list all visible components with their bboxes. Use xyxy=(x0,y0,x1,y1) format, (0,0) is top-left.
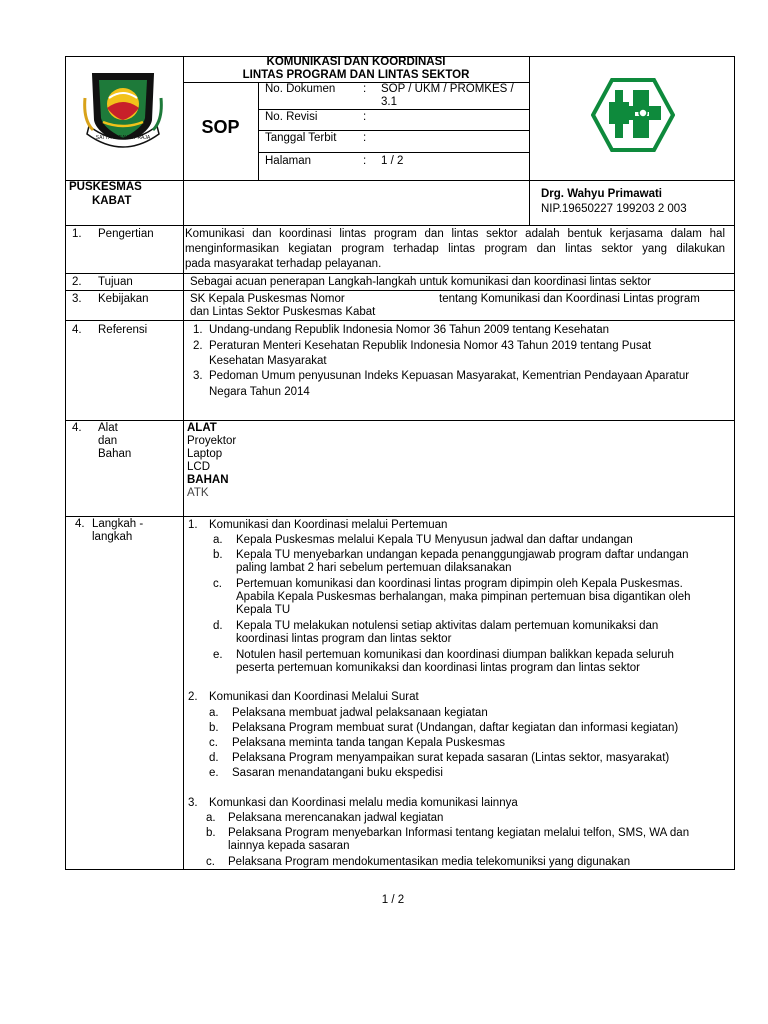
langkah-group-2-title: Komunikasi dan Koordinasi Melalui Surat xyxy=(209,691,419,703)
field-label-tanggal-terbit: Tanggal Terbit xyxy=(265,132,337,144)
field-label-no-dokumen: No. Dokumen xyxy=(265,83,336,95)
langkah-1c-text-line-1: Pertemuan komunikasi dan koordinasi lintas program dipimpin oleh Kepala Puskesmas. xyxy=(236,578,683,590)
tujuan-label: Tujuan xyxy=(98,276,133,288)
referensi-item-1-text: Undang-undang Republik Indonesia Nomor 36 Tahun 2009 tentang Kesehatan xyxy=(209,324,610,336)
langkah-1a-text: Kepala Puskesmas melalui Kepala TU Menyusun jadwal dan daftar undangan xyxy=(236,534,633,546)
header-bottom xyxy=(65,180,735,181)
langkah-2e-key: e. xyxy=(209,767,219,779)
field-label-halaman: Halaman xyxy=(265,155,312,167)
document-title-line-1: KOMUNIKASI DAN KOORDINASI xyxy=(266,56,446,68)
referensi-item-1-number: 1. xyxy=(193,324,203,336)
langkah-2b-text: Pelaksana Program membuat surat (Undangan, daftar kegiatan dan informasi kegiatan) xyxy=(232,722,679,734)
row-line-pengertian xyxy=(65,225,735,226)
langkah-1b-key: b. xyxy=(213,549,223,561)
langkah-2d-text: Pelaksana Program menyampaikan surat kepada sasaran (Lintas sektor, masyarakat) xyxy=(232,752,670,764)
langkah-1d-key: d. xyxy=(213,620,223,632)
langkah-group-3-title: Komunkasi dan Koordinasi melalu media komunikasi lainnya xyxy=(209,797,518,809)
field-value-no-dokumen-line-2: 3.1 xyxy=(381,96,397,108)
langkah-group-1-number: 1. xyxy=(188,519,198,531)
langkah-1c-text-line-3: Kepala TU xyxy=(236,604,291,616)
header-col-separator-sop xyxy=(258,82,259,180)
header-field-line-1 xyxy=(258,109,529,110)
alat-item-proyektor: Proyektor xyxy=(187,435,237,447)
langkah-1d-text-line-1: Kepala TU melakukan notulensi setiap aktivitas dalam pertemuan komunikaksi dan xyxy=(236,620,659,632)
langkah-2e-text: Sasaran menandatangani buku ekspedisi xyxy=(232,767,443,779)
langkah-1d-text-line-2: koordinasi lintas program dan lintas sektor xyxy=(236,633,452,645)
langkah-1e-text-line-2: peserta pertemuan komunikaksi dan koordinasi lintas program dan lintas sektor xyxy=(236,662,640,674)
table-col-separator xyxy=(183,56,184,870)
table-border-left xyxy=(65,56,66,870)
alat-item-lcd: LCD xyxy=(187,461,211,473)
field-value-no-dokumen-line-1: SOP / UKM / PROMKES / xyxy=(381,83,514,95)
langkah-label-line-2: langkah xyxy=(92,531,133,543)
field-colon-tanggal-terbit: : xyxy=(363,132,367,144)
pengertian-number: 1. xyxy=(72,228,82,240)
kebijakan-text-part-b: tentang Komunikasi dan Koordinasi Lintas program xyxy=(439,293,700,305)
sop-label: SOP xyxy=(201,117,240,137)
alat-heading: ALAT xyxy=(187,422,217,434)
bahan-item-atk: ATK xyxy=(187,487,209,499)
langkah-2c-key: c. xyxy=(209,737,218,749)
field-colon-no-dokumen: : xyxy=(363,83,367,95)
langkah-2a-key: a. xyxy=(209,707,219,719)
referensi-number: 4. xyxy=(72,324,82,336)
langkah-3c-text: Pelaksana Program mendokumentasikan media telekomuniksi yang digunakan xyxy=(228,856,631,868)
langkah-number: 4. xyxy=(75,518,85,530)
kebijakan-text-part-a: SK Kepala Puskesmas Nomor xyxy=(190,293,345,305)
langkah-1c-key: c. xyxy=(213,578,222,590)
referensi-item-3-text-line-1: Pedoman Umum penyusunan Indeks Kepuasan Masyarakat, Kementrian Pendayaan Aparatur xyxy=(209,370,690,382)
header-field-line-3 xyxy=(258,152,529,153)
langkah-2d-key: d. xyxy=(209,752,219,764)
regional-emblem-logo xyxy=(79,68,167,154)
langkah-3a-key: a. xyxy=(206,812,216,824)
langkah-3c-key: c. xyxy=(206,856,215,868)
alat-label-line-3: Bahan xyxy=(98,448,132,460)
langkah-2b-key: b. xyxy=(209,722,219,734)
row-line-langkah xyxy=(65,516,735,517)
langkah-1a-key: a. xyxy=(213,534,223,546)
pengertian-text-line-2: menginformasikan kegiatan program terhadap lintas program dan lintas sektor yang dilakukan xyxy=(185,243,725,255)
langkah-1b-text-line-2: paling lambat 2 hari sebelum pertemuan dilaksanakan xyxy=(236,562,512,574)
puskesmas-logo xyxy=(591,78,675,152)
referensi-item-2-number: 2. xyxy=(193,340,203,352)
table-border-right xyxy=(734,56,735,870)
langkah-3b-text-line-2: lainnya kepada sasaran xyxy=(228,840,350,852)
referensi-item-2-text-line-1: Peraturan Menteri Kesehatan Republik Indonesia Nomor 43 Tahun 2019 tentang Pusat xyxy=(209,340,652,352)
signer-name: Drg. Wahyu Primawati xyxy=(541,188,662,200)
langkah-1b-text-line-1: Kepala TU menyebarkan undangan kepada penanggungjawab program daftar undangan xyxy=(236,549,689,561)
pengertian-text-line-3: pada masyarakat terhadap pelayanan. xyxy=(185,258,382,270)
header-field-line-2 xyxy=(258,130,529,131)
langkah-1c-text-line-2: Apabila Kepala Puskesmas berhalangan, maka pimpinan pertemuan bisa digantikan oleh xyxy=(236,591,691,603)
langkah-group-1-title: Komunikasi dan Koordinasi melalui Pertemuan xyxy=(209,519,448,531)
kebijakan-text-line-2: dan Lintas Sektor Puskesmas Kabat xyxy=(190,306,376,318)
row-line-alat xyxy=(65,420,735,421)
langkah-group-2-number: 2. xyxy=(188,691,198,703)
document-title-line-2: LINTAS PROGRAM DAN LINTAS SEKTOR xyxy=(242,69,470,81)
langkah-3b-text-line-1: Pelaksana Program menyebarkan Informasi tentang kegiatan melalui telfon, SMS, WA dan xyxy=(228,827,690,839)
field-colon-halaman: : xyxy=(363,155,367,167)
kebijakan-label: Kebijakan xyxy=(98,293,149,305)
field-value-halaman: 1 / 2 xyxy=(381,155,404,167)
row-line-kebijakan xyxy=(65,290,735,291)
langkah-3b-key: b. xyxy=(206,827,216,839)
langkah-1e-key: e. xyxy=(213,649,223,661)
alat-number: 4. xyxy=(72,422,82,434)
puskesmas-name-line-2: KABAT xyxy=(92,195,132,207)
puskesmas-name-line-1: PUSKESMAS xyxy=(69,181,142,193)
langkah-3a-text: Pelaksana merencanakan jadwal kegiatan xyxy=(228,812,444,824)
referensi-item-2-text-line-2: Kesehatan Masyarakat xyxy=(209,355,327,367)
field-label-no-revisi: No. Revisi xyxy=(265,111,318,123)
table-border-bottom xyxy=(65,869,735,870)
alat-label-line-2: dan xyxy=(98,435,118,447)
signer-nip: NIP.19650227 199203 2 003 xyxy=(541,203,687,215)
kebijakan-number: 3. xyxy=(72,293,82,305)
pengertian-label: Pengertian xyxy=(98,228,154,240)
referensi-label: Referensi xyxy=(98,324,148,336)
referensi-item-3-text-line-2: Negara Tahun 2014 xyxy=(209,386,310,398)
header-col-separator-right xyxy=(529,56,530,225)
alat-item-laptop: Laptop xyxy=(187,448,223,460)
tujuan-text: Sebagai acuan penerapan Langkah-langkah untuk komunikasi dan koordinasi lintas sektor xyxy=(190,276,651,288)
page-number-footer: 1 / 2 xyxy=(381,894,405,906)
referensi-item-3-number: 3. xyxy=(193,370,203,382)
row-line-tujuan xyxy=(65,273,735,274)
pengertian-text-line-1: Komunikasi dan koordinasi lintas program dan lintas sektor adalah bentuk kerjasama dalam hal xyxy=(185,228,725,240)
langkah-group-3-number: 3. xyxy=(188,797,198,809)
langkah-1e-text-line-1: Notulen hasil pertemuan komunikasi dan koordinasi diumpan balikkan kepada seluruh xyxy=(236,649,674,661)
bahan-heading: BAHAN xyxy=(187,474,229,486)
svg-text:SATYA WIBAWA PRAJA: SATYA WIBAWA PRAJA xyxy=(95,135,151,141)
langkah-label-line-1: Langkah - xyxy=(92,518,144,530)
row-line-referensi xyxy=(65,320,735,321)
field-colon-no-revisi: : xyxy=(363,111,367,123)
tujuan-number: 2. xyxy=(72,276,82,288)
langkah-2c-text: Pelaksana meminta tanda tangan Kepala Puskesmas xyxy=(232,737,505,749)
langkah-2a-text: Pelaksana membuat jadwal pelaksanaan kegiatan xyxy=(232,707,488,719)
alat-label-line-1: Alat xyxy=(98,422,118,434)
